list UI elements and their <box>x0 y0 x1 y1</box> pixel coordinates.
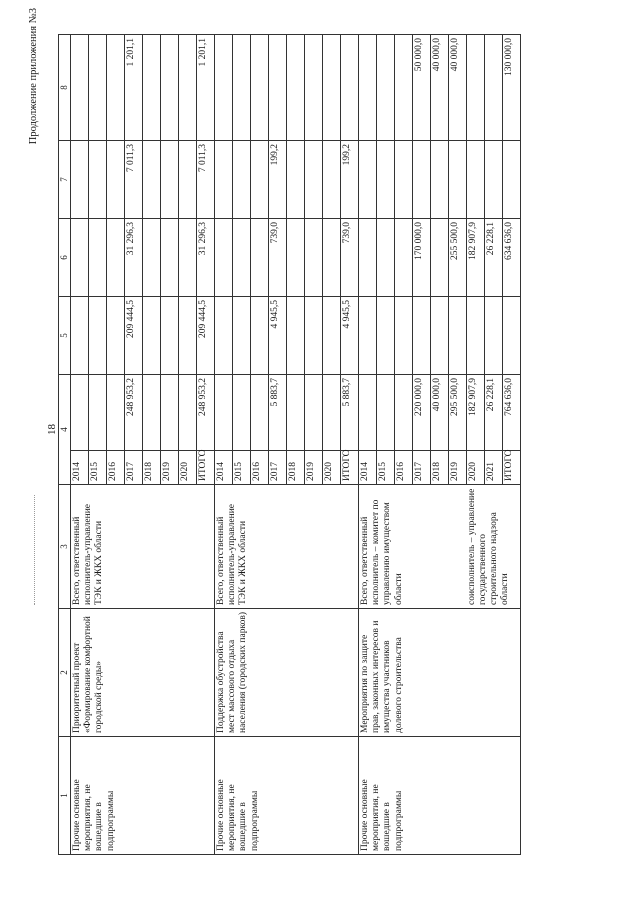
year-cell: 2016 <box>395 451 413 485</box>
year-cell: 2016 <box>107 451 125 485</box>
value-col4: 248 953,2 <box>197 375 215 451</box>
value-col4: 26 228,1 <box>485 375 503 451</box>
value-col8 <box>251 35 269 141</box>
value-col6: 31 296,3 <box>125 219 143 297</box>
col-header-3: 3 <box>59 485 71 609</box>
value-col7 <box>413 141 431 219</box>
value-col4 <box>161 375 179 451</box>
value-col8 <box>107 35 125 141</box>
value-col6 <box>305 219 323 297</box>
value-col6 <box>233 219 251 297</box>
value-col7: 199,2 <box>341 141 359 219</box>
value-col6 <box>215 219 233 297</box>
value-col8 <box>89 35 107 141</box>
value-col6 <box>359 219 377 297</box>
value-col7 <box>467 141 485 219</box>
col-header-8: 8 <box>59 35 71 141</box>
year-cell: 2014 <box>71 451 89 485</box>
value-col8: 40 000,0 <box>449 35 467 141</box>
table-row <box>215 35 233 855</box>
value-col4 <box>359 375 377 451</box>
category-cell: Прочие основные мероприятия, не вошедшие в подпрограммы <box>215 737 359 855</box>
value-col7 <box>287 141 305 219</box>
value-col7 <box>233 141 251 219</box>
value-col8 <box>377 35 395 141</box>
value-col8: 1 201,1 <box>125 35 143 141</box>
value-col8 <box>305 35 323 141</box>
value-col7 <box>161 141 179 219</box>
value-col8 <box>179 35 197 141</box>
value-col4: 764 636,0 <box>503 375 521 451</box>
value-col5 <box>161 297 179 375</box>
value-col4: 40 000,0 <box>431 375 449 451</box>
executor-text: Всего, ответственный исполнитель-управление ТЭК и ЖКХ области <box>216 503 249 605</box>
value-col5 <box>323 297 341 375</box>
value-col4: 5 883,7 <box>269 375 287 451</box>
measure-cell: Приоритетный проект «Формирование комфортной городской среды» <box>71 609 215 737</box>
executors-cell <box>359 485 521 609</box>
year-cell: 2019 <box>305 451 323 485</box>
value-col5 <box>179 297 197 375</box>
value-col6 <box>89 219 107 297</box>
year-cell: 2020 <box>179 451 197 485</box>
executor-text: соисполнитель – управление государственного строительного надзора области <box>466 488 511 605</box>
value-col4 <box>143 375 161 451</box>
value-col5 <box>395 297 413 375</box>
year-cell: 2017 <box>269 451 287 485</box>
value-col6 <box>395 219 413 297</box>
value-col5 <box>89 297 107 375</box>
value-col6 <box>431 219 449 297</box>
value-col6 <box>377 219 395 297</box>
value-col7 <box>89 141 107 219</box>
col-header-4: 4 <box>59 375 71 485</box>
year-cell: 2018 <box>143 451 161 485</box>
value-col6: 182 907,9 <box>467 219 485 297</box>
value-col4 <box>233 375 251 451</box>
value-col5 <box>251 297 269 375</box>
category-cell: Прочие основные мероприятия, не вошедшие в подпрограммы <box>71 737 215 855</box>
value-col4 <box>89 375 107 451</box>
year-cell: 2015 <box>89 451 107 485</box>
value-col7 <box>179 141 197 219</box>
value-col4 <box>305 375 323 451</box>
executor-text: Всего, ответственный исполнитель – комитет по управлению имуществом области <box>360 499 404 605</box>
value-col4: 295 500,0 <box>449 375 467 451</box>
year-cell: 2015 <box>377 451 395 485</box>
value-col4: 182 907,9 <box>467 375 485 451</box>
value-col6 <box>179 219 197 297</box>
value-col8 <box>161 35 179 141</box>
value-col4 <box>71 375 89 451</box>
value-col4 <box>395 375 413 451</box>
value-col5: 4 945,5 <box>269 297 287 375</box>
value-col5 <box>413 297 431 375</box>
value-col7 <box>503 141 521 219</box>
value-col5 <box>485 297 503 375</box>
value-col7 <box>71 141 89 219</box>
value-col7 <box>215 141 233 219</box>
value-col6: 739,0 <box>269 219 287 297</box>
value-col6 <box>251 219 269 297</box>
year-cell: 2018 <box>431 451 449 485</box>
value-col4 <box>377 375 395 451</box>
value-col6: 26 228,1 <box>485 219 503 297</box>
value-col7: 7 011,3 <box>197 141 215 219</box>
value-col8: 40 000,0 <box>431 35 449 141</box>
value-col8 <box>467 35 485 141</box>
value-col8 <box>359 35 377 141</box>
year-cell: 2015 <box>233 451 251 485</box>
value-col4 <box>251 375 269 451</box>
year-cell: ИТОГО <box>341 451 359 485</box>
value-col6 <box>161 219 179 297</box>
value-col8 <box>71 35 89 141</box>
value-col7 <box>107 141 125 219</box>
year-cell: 2021 <box>485 451 503 485</box>
value-col5 <box>305 297 323 375</box>
value-col4 <box>179 375 197 451</box>
value-col4 <box>107 375 125 451</box>
col-header-6: 6 <box>59 219 71 297</box>
year-cell: 2020 <box>323 451 341 485</box>
measure-cell: Поддержка обустройства мест массового отдыха населения (городских парков) <box>215 609 359 737</box>
measure-cell: Мероприятия по защите прав, законных интересов и имущества участников долевого строительства <box>359 609 521 737</box>
year-cell: 2017 <box>413 451 431 485</box>
value-col6 <box>143 219 161 297</box>
value-col7 <box>323 141 341 219</box>
value-col8: 50 000,0 <box>413 35 431 141</box>
value-col6 <box>287 219 305 297</box>
value-col5 <box>71 297 89 375</box>
year-cell: 2017 <box>125 451 143 485</box>
value-col8 <box>287 35 305 141</box>
page-number: 18 <box>46 424 58 435</box>
year-cell: 2019 <box>161 451 179 485</box>
value-col6 <box>323 219 341 297</box>
table-row <box>71 35 89 855</box>
value-col8 <box>323 35 341 141</box>
value-col4: 220 000,0 <box>413 375 431 451</box>
value-col7: 7 011,3 <box>125 141 143 219</box>
value-col4: 248 953,2 <box>125 375 143 451</box>
col-header-1: 1 <box>59 737 71 855</box>
value-col5: 209 444,5 <box>125 297 143 375</box>
col-header-5: 5 <box>59 297 71 375</box>
value-col7 <box>485 141 503 219</box>
executor-text: Всего, ответственный исполнитель-управление ТЭК и ЖКХ области <box>72 503 105 605</box>
value-col6: 739,0 <box>341 219 359 297</box>
year-cell: 2016 <box>251 451 269 485</box>
value-col7 <box>377 141 395 219</box>
value-col6: 31 296,3 <box>197 219 215 297</box>
value-col4 <box>287 375 305 451</box>
value-col5 <box>143 297 161 375</box>
value-col7 <box>305 141 323 219</box>
value-col5 <box>431 297 449 375</box>
value-col5 <box>215 297 233 375</box>
year-cell: 2019 <box>449 451 467 485</box>
value-col5: 4 945,5 <box>341 297 359 375</box>
value-col7 <box>431 141 449 219</box>
value-col6 <box>71 219 89 297</box>
value-col7 <box>251 141 269 219</box>
value-col5 <box>233 297 251 375</box>
executors-cell <box>215 485 359 609</box>
value-col5 <box>467 297 485 375</box>
continuation-note: Продолжение приложения №3 <box>28 8 39 145</box>
value-col6 <box>107 219 125 297</box>
value-col4 <box>323 375 341 451</box>
value-col4: 5 883,7 <box>341 375 359 451</box>
table-row <box>359 35 377 855</box>
scan-artifact-line <box>34 495 38 605</box>
value-col6: 634 636,0 <box>503 219 521 297</box>
value-col8 <box>269 35 287 141</box>
value-col5 <box>503 297 521 375</box>
value-col6: 255 500,0 <box>449 219 467 297</box>
col-header-7: 7 <box>59 141 71 219</box>
value-col5 <box>107 297 125 375</box>
appendix-table <box>58 34 521 855</box>
value-col7 <box>359 141 377 219</box>
col-header-2: 2 <box>59 609 71 737</box>
value-col7 <box>395 141 413 219</box>
value-col8: 130 000,0 <box>503 35 521 141</box>
value-col5 <box>359 297 377 375</box>
value-col5 <box>449 297 467 375</box>
year-cell: ИТОГО <box>197 451 215 485</box>
year-cell: 2018 <box>287 451 305 485</box>
value-col7 <box>143 141 161 219</box>
value-col6: 170 000,0 <box>413 219 431 297</box>
value-col8 <box>341 35 359 141</box>
value-col5 <box>287 297 305 375</box>
column-number-row <box>59 35 71 855</box>
executors-cell <box>71 485 215 609</box>
year-cell: 2014 <box>215 451 233 485</box>
year-cell: 2014 <box>359 451 377 485</box>
year-cell: 2020 <box>467 451 485 485</box>
year-cell: ИТОГО <box>503 451 521 485</box>
value-col7: 199,2 <box>269 141 287 219</box>
value-col5: 209 444,5 <box>197 297 215 375</box>
value-col5 <box>377 297 395 375</box>
value-col7 <box>449 141 467 219</box>
category-cell: Прочие основные мероприятия, не вошедшие в подпрограммы <box>359 737 521 855</box>
value-col8 <box>485 35 503 141</box>
value-col4 <box>215 375 233 451</box>
value-col8 <box>143 35 161 141</box>
value-col8 <box>215 35 233 141</box>
value-col8 <box>395 35 413 141</box>
value-col8 <box>233 35 251 141</box>
value-col8: 1 201,1 <box>197 35 215 141</box>
